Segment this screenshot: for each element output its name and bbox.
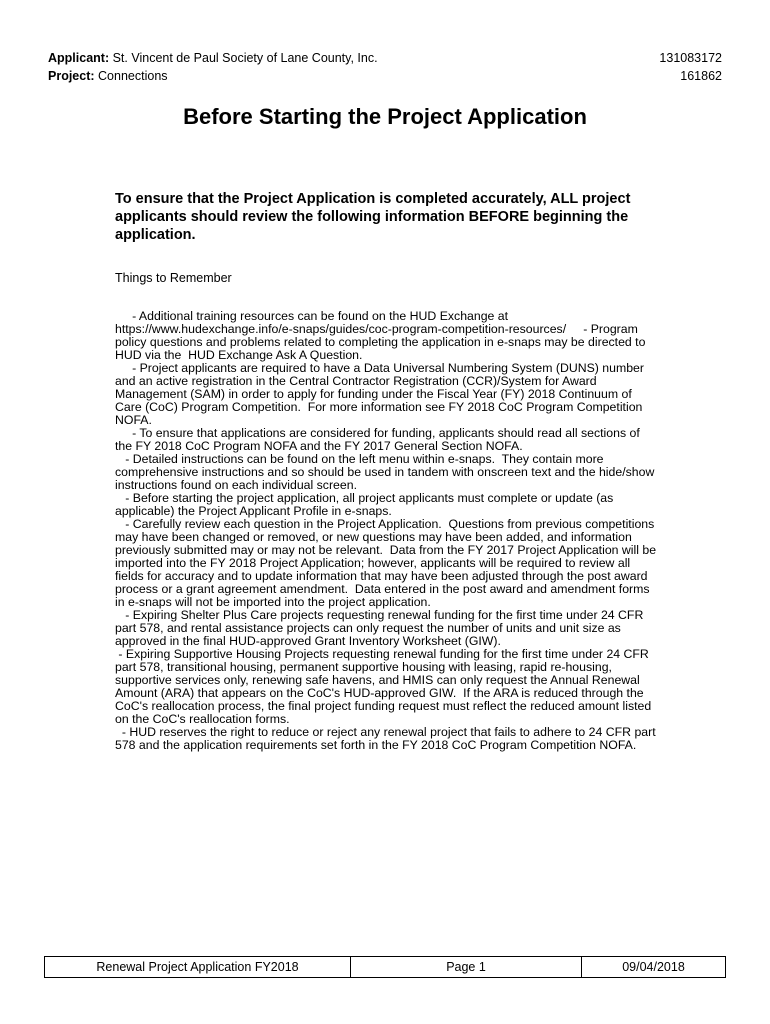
footer-page-number: Page 1 bbox=[351, 957, 582, 977]
paragraph: - To ensure that applications are considered for funding, applicants should read all sections of the FY 2018 CoC Program NOFA and the FY 2017 General Section NOFA. bbox=[115, 426, 644, 453]
paragraph: - Expiring Supportive Housing Projects requesting renewal funding for the first time under 24 CFR part 578, transitional housing, permanent supportive housing with leasing, rapid re-housing, supportive services only, renewing safe havens, and HMIS can only request the Annual Renewal Amount (ARA) that appears on the CoC's HUD-approved GIW. If the ARA is reduced through the CoC's reallocation process, the final project funding request must reflect the reduced amount listed on the CoC's reallocation forms. bbox=[115, 647, 655, 726]
project-name: Connections bbox=[98, 69, 168, 83]
project-label: Project: bbox=[48, 69, 95, 83]
applicant-line bbox=[48, 51, 378, 65]
applicant-name: St. Vincent de Paul Society of Lane County, Inc. bbox=[112, 51, 378, 65]
footer-doc-name: Renewal Project Application FY2018 bbox=[45, 957, 351, 977]
header-project-row bbox=[48, 68, 722, 84]
instructions-body bbox=[115, 310, 660, 752]
footer-date: 09/04/2018 bbox=[622, 960, 685, 974]
paragraph: - Before starting the project application, all project applicants must complete or update (as applicable) the Project Applicant Profile in e-snaps. bbox=[115, 491, 617, 518]
paragraph: - Detailed instructions can be found on the left menu within e-snaps. They contain more comprehensive instructions and so should be used in tandem with onscreen text and the hide/show instructions found on each individual screen. bbox=[115, 452, 658, 492]
applicant-id: 131083172 bbox=[659, 51, 722, 65]
paragraph: - Additional training resources can be found on the HUD Exchange at https://www.hudexchange.info/e-snaps/guides/coc-program-competition-resources/ - Program policy questions and problems related to completing the application in e-snaps may be directed to HUD via the HUD Exchange Ask A Question. bbox=[115, 309, 649, 362]
page-title: Before Starting the Project Application bbox=[183, 104, 587, 129]
project-line bbox=[48, 69, 168, 83]
things-heading: Things to Remember bbox=[115, 271, 232, 285]
project-id: 161862 bbox=[680, 69, 722, 83]
header-applicant-row bbox=[48, 50, 722, 66]
applicant-label: Applicant: bbox=[48, 51, 110, 65]
page-footer bbox=[44, 956, 726, 978]
intro-text: To ensure that the Project Application is completed accurately, ALL project applicants should review the following information BEFORE beginning the application. bbox=[115, 191, 631, 243]
paragraph: - Project applicants are required to have a Data Universal Numbering System (DUNS) number and an active registration in the Central Contractor Registration (CCR)/System for Award Management (SAM) in order to apply for funding under the Fiscal Year (FY) 2018 Continuum of Care (CoC) Program Competition. For more information see FY 2018 CoC Program Competition NOFA. bbox=[115, 361, 648, 427]
paragraph: - Carefully review each question in the Project Application. Questions from previous competitions may have been changed or removed, or new questions may have been added, and information previously submitted may or may not be relevant. Data from the FY 2017 Project Application will be imported into the FY 2018 Project Application; however, applicants will be required to review all fields for accuracy and to update information that may have been adjusted through the post award process or a grant agreement amendment. Data entered in the post award and amendment forms in e-snaps will not be imported into the project application. bbox=[115, 517, 660, 609]
paragraph: - HUD reserves the right to reduce or reject any renewal project that fails to adhere to 24 CFR part 578 and the application requirements set forth in the FY 2018 CoC Program Competition NOFA. bbox=[115, 725, 660, 752]
paragraph: - Expiring Shelter Plus Care projects requesting renewal funding for the first time under 24 CFR part 578, and rental assistance projects can only request the number of units and unit size as approved in the final HUD-approved Grant Inventory Worksheet (GIW). bbox=[115, 608, 647, 648]
